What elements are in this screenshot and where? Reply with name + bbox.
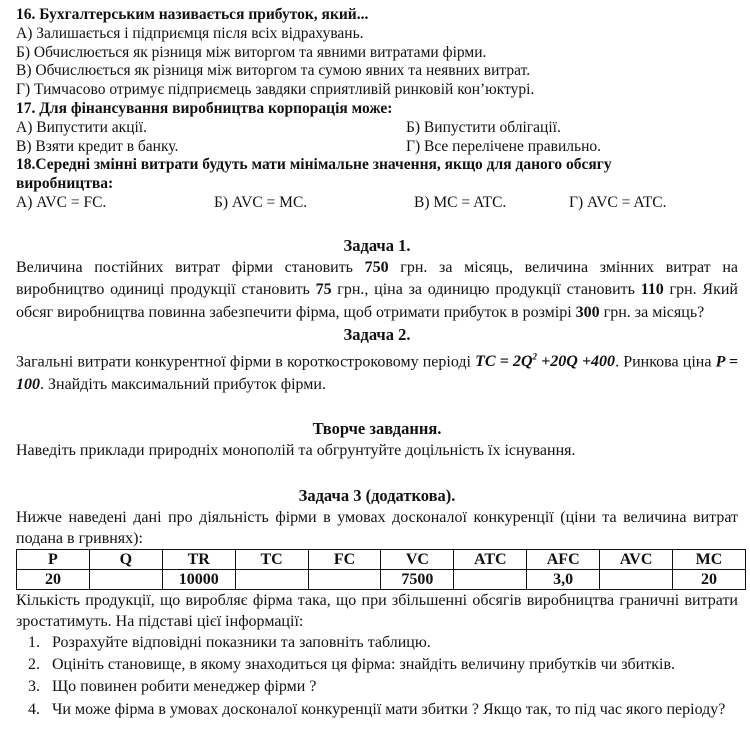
table-cell: 20	[673, 569, 746, 589]
table-header-cell: TC	[235, 549, 308, 569]
task-3-table	[16, 549, 746, 590]
table-cell: 3,0	[527, 569, 600, 589]
task-3-list	[16, 632, 738, 722]
task-3-title: Задача 3 (додаткова).	[298, 485, 456, 505]
question-17-options-row-2	[16, 138, 738, 157]
creative-task-text: Наведіть приклади природніх монополій та обгрунтуйте доцільність їх існування.	[16, 442, 576, 460]
list-item: 3. Що повинен робити менеджер фірми ?	[44, 676, 738, 698]
task-1-title: Задача 1.	[343, 235, 411, 255]
table-header-cell: AFC	[527, 549, 600, 569]
task-3-intro: Нижче наведені дані про діяльність фірми в умовах досконалої конкуренції (ціни та величина витрат подана в гривнях):	[16, 508, 738, 547]
question-16-option-a: А) Залишається і підприємця після всіх відрахувань.	[16, 24, 364, 42]
table-header-row	[17, 549, 746, 569]
task-1	[16, 235, 738, 324]
question-16-option-d: Г) Тимчасово отримує підприємець завдяки сприятливій ринковій кон’юктурі.	[16, 81, 535, 99]
question-18-option-d: Г) AVC = ATC.	[569, 193, 667, 211]
question-17-option-b: Б) Випустити облігації.	[406, 118, 561, 136]
table-cell	[235, 569, 308, 589]
question-18-heading-line-2: виробництва:	[16, 175, 114, 193]
list-item: 2. Оцініть становище, в якому знаходиться ця фірма: знайдіть величину прибутків чи збитків.	[44, 654, 738, 676]
task-3	[16, 485, 738, 722]
table-cell	[454, 569, 527, 589]
question-16-option-b: Б) Обчислюється як різниця між виторгом та явними витратами фірми.	[16, 43, 487, 61]
table-header-cell: TR	[162, 549, 235, 569]
table-header-cell: VC	[381, 549, 454, 569]
question-17-heading: 17. Для фінансування виробництва корпорація може:	[16, 99, 393, 117]
question-16-option-c: В) Обчислюється як різниця між виторгом та сумою явних та неявних витрат.	[16, 62, 531, 80]
table-header-cell: AVC	[600, 549, 673, 569]
table-header-cell: Q	[89, 549, 162, 569]
question-17	[16, 100, 738, 156]
task-2	[16, 324, 738, 396]
table-header-cell: P	[17, 549, 90, 569]
list-item: 4. Чи може фірма в умовах досконалої конкуренції мати збитки ? Якщо так, то під час якого періоду?	[44, 699, 738, 721]
question-17-option-d: Г) Все перелічене правильно.	[406, 137, 601, 155]
question-17-option-c: В) Взяти кредит в банку.	[16, 137, 179, 155]
creative-task	[16, 418, 738, 462]
table-header-cell: FC	[308, 549, 381, 569]
table-cell: 7500	[381, 569, 454, 589]
table-header-cell: MC	[673, 549, 746, 569]
creative-task-title: Творче завдання.	[312, 419, 442, 439]
table-cell	[89, 569, 162, 589]
task-1-text: Величина постійних витрат фірми становить 750 грн. за місяць, величина змінних витрат на виробництво одиниці продукції становить 75 грн., ціна за одиницю продукції становить 110 грн. Який обсяг виробництва повинна забезпечити фірма, щоб отримати прибуток в розмірі 300 грн. за місяць?	[16, 258, 738, 321]
question-18	[16, 156, 738, 212]
table-cell	[600, 569, 673, 589]
question-16	[16, 6, 738, 100]
question-18-option-b: Б) AVC = MC.	[214, 193, 308, 211]
task-2-title: Задача 2.	[343, 324, 411, 344]
question-18-option-a: А) AVC = FC.	[16, 193, 107, 211]
task-3-after-table: Кількість продукції, що виробляє фірма така, що при збільшенні обсягів виробництва граничні витрати зростатимуть. На підставі цієї інформації:	[16, 591, 738, 630]
question-16-heading: 16. Бухгалтерським називається прибуток, який...	[16, 6, 369, 23]
table-cell	[308, 569, 381, 589]
table-cell: 20	[17, 569, 90, 589]
task-2-text: Загальні витрати конкурентної фірми в короткостроковому періоді TC = $2Q^2 +20Q +400$. Ринкова ціна P = 100. Знайдіть максимальний прибуток фірми.	[16, 351, 739, 393]
table-row	[17, 569, 746, 589]
question-18-option-c: В) MC = ATC.	[414, 193, 507, 211]
question-18-options	[16, 194, 738, 213]
question-17-option-a: А) Випустити акції.	[16, 118, 147, 136]
table-cell: 10000	[162, 569, 235, 589]
list-item: 1. Розрахуйте відповідні показники та заповніть таблицю.	[44, 632, 738, 654]
question-18-heading-line-1: 18.Середні змінні витрати будуть мати мінімальне значення, якщо для даного обсягу	[16, 156, 612, 174]
table-header-cell: ATC	[454, 549, 527, 569]
question-17-options-row-1	[16, 119, 738, 138]
